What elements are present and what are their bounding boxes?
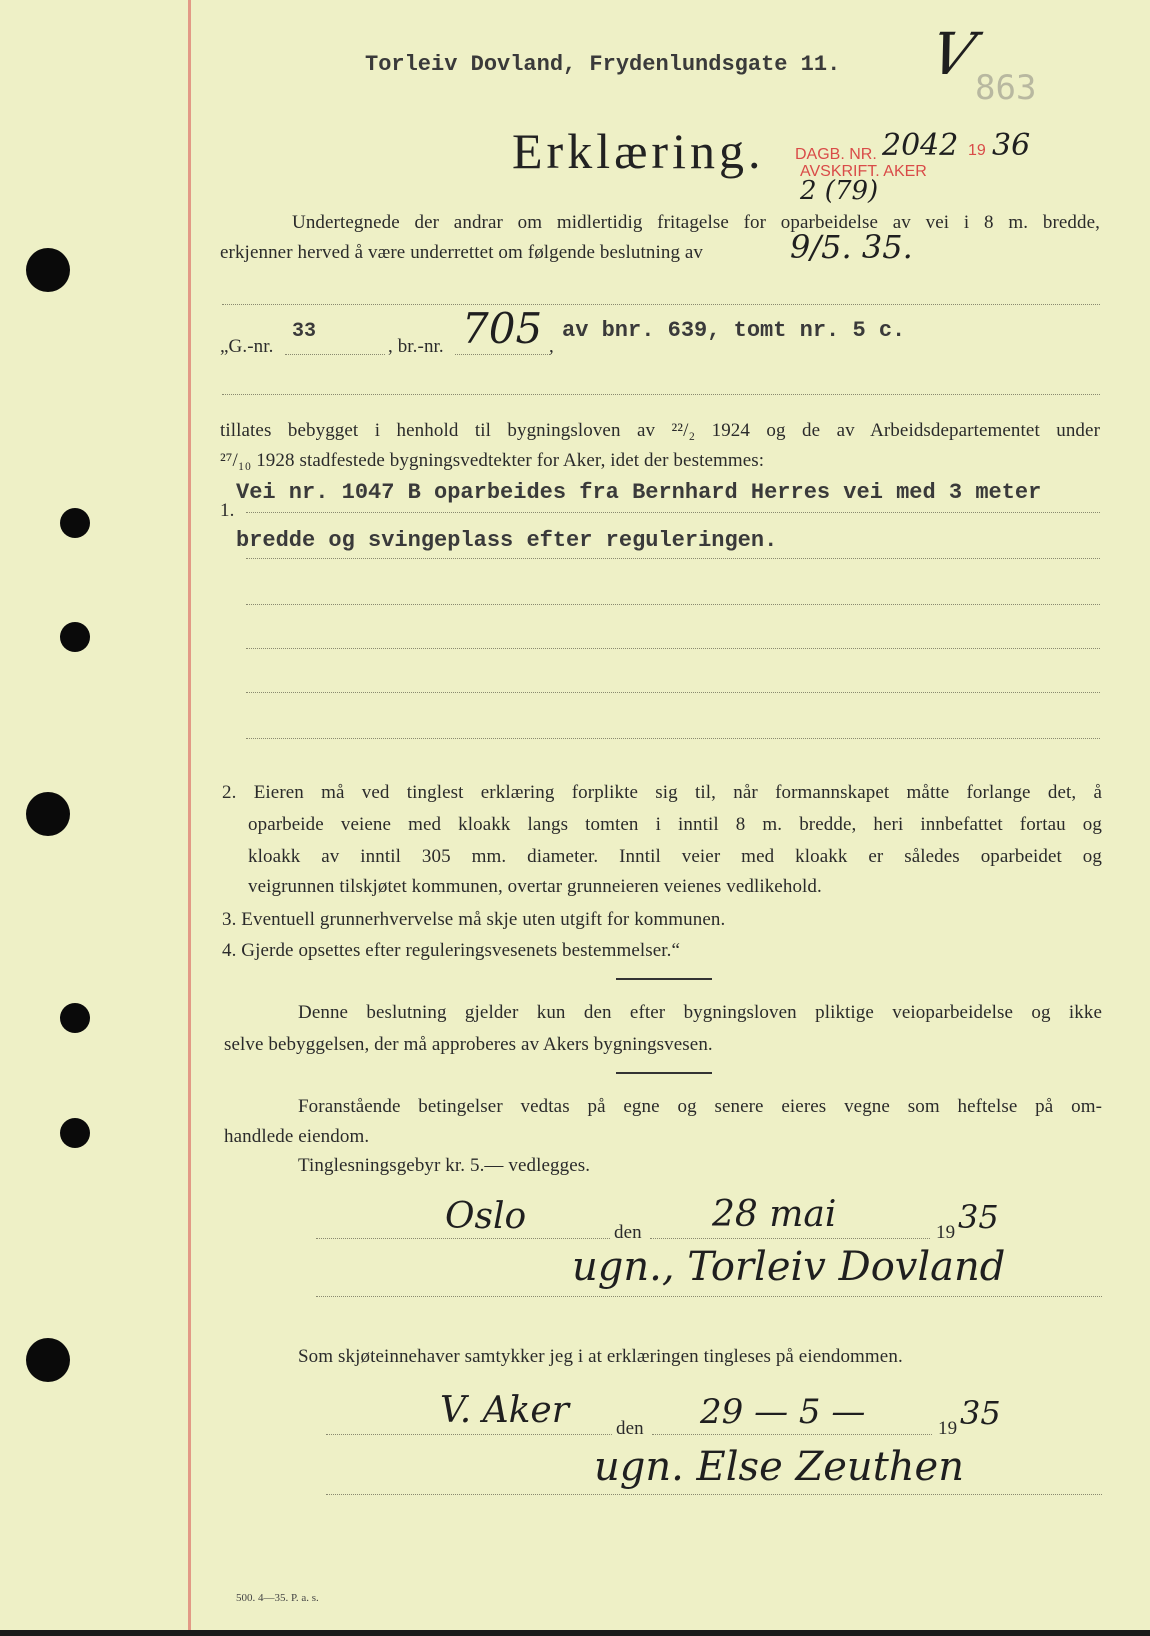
section-divider bbox=[616, 1072, 712, 1074]
check-mark: V bbox=[924, 20, 982, 88]
punch-hole bbox=[60, 1118, 90, 1148]
item-2-line-3: kloakk av inntil 305 mm. diameter. Inntil veier med kloakk er således oparbeidet og bbox=[248, 846, 1102, 867]
item-2-line-1: 2. Eieren må ved tinglest erklæring forplikte sig til, når formannskapet måtte forlange det, å bbox=[222, 782, 1102, 803]
item-1-number: 1. bbox=[220, 500, 235, 521]
signature-1-name-line bbox=[316, 1296, 1102, 1297]
stamp-dagbok-label: DAGB. NR. bbox=[795, 146, 877, 163]
stamp-avskrift-label: AVSKRIFT. AKER bbox=[800, 163, 927, 180]
stamp-year-prefix: 19 bbox=[968, 142, 986, 159]
punch-hole bbox=[26, 1338, 70, 1382]
dotted-line bbox=[246, 648, 1100, 649]
page-number: 863 bbox=[975, 68, 1037, 108]
stamp-year: 36 bbox=[992, 128, 1031, 163]
signature-1-year-prefix: 19 bbox=[936, 1222, 956, 1243]
signature-2-name-line bbox=[326, 1494, 1102, 1495]
signature-2-date-line bbox=[652, 1434, 932, 1435]
page-title: Erklæring. bbox=[512, 123, 765, 179]
property-typed-rest: av bnr. 639, tomt nr. 5 c. bbox=[562, 318, 906, 343]
signature-1-place: Oslo bbox=[445, 1196, 527, 1237]
dotted-line bbox=[246, 692, 1100, 693]
conditions-line-2: handlede eiendom. bbox=[224, 1126, 370, 1147]
permit-line-2: ²⁷/₁₀ 1928 stadfestede bygningsvedtekter for Aker, idet der bestemmes: bbox=[220, 450, 765, 471]
stamp-handwritten-note: 2 (79) bbox=[800, 176, 879, 206]
gnr-value: 33 bbox=[292, 320, 317, 343]
dotted-line bbox=[246, 738, 1100, 739]
margin-line bbox=[188, 0, 191, 1630]
item-1-typed-line-2: bredde og svingeplass efter reguleringen. bbox=[236, 528, 778, 553]
brnr-label: , br.-nr. bbox=[388, 336, 444, 357]
brnr-comma: , bbox=[549, 336, 554, 357]
punch-hole bbox=[60, 508, 90, 538]
dotted-line bbox=[246, 604, 1100, 605]
consent-text: Som skjøteinnehaver samtykker jeg i at erklæringen tingleses på eiendommen. bbox=[298, 1346, 903, 1367]
note-line-2: selve bebyggelsen, der må approberes av Akers bygningsvesen. bbox=[224, 1034, 713, 1055]
punch-hole bbox=[26, 792, 70, 836]
signature-2-name: ugn. Else Zeuthen bbox=[594, 1444, 964, 1490]
dotted-line bbox=[246, 512, 1100, 513]
signature-2-place: V. Aker bbox=[440, 1390, 569, 1431]
gnr-field-line bbox=[285, 354, 385, 355]
section-divider bbox=[616, 978, 712, 980]
print-footer: 500. 4—35. P. a. s. bbox=[236, 1592, 319, 1604]
punch-hole bbox=[26, 248, 70, 292]
gnr-label: „G.-nr. bbox=[220, 336, 274, 357]
signature-2-den: den bbox=[616, 1418, 644, 1439]
signature-1-name: ugn., Torleiv Dovland bbox=[572, 1244, 1006, 1290]
stamp-dagbok-number: 2042 bbox=[882, 128, 959, 163]
signature-1-date-line bbox=[650, 1238, 930, 1239]
punch-hole bbox=[60, 1003, 90, 1033]
conditions-line-3: Tinglesningsgebyr kr. 5.— vedlegges. bbox=[298, 1155, 591, 1176]
item-4: 4. Gjerde opsettes efter reguleringsvesenets bestemmelser.“ bbox=[222, 940, 681, 961]
note-line-1: Denne beslutning gjelder kun den efter bygningsloven pliktige veioparbeidelse og ikke bbox=[298, 1002, 1102, 1023]
punch-hole bbox=[60, 622, 90, 652]
item-2-line-4: veigrunnen tilskjøtet kommunen, overtar grunneieren veienes vedlikehold. bbox=[248, 876, 822, 897]
signature-2-place-line bbox=[326, 1434, 612, 1435]
item-1-typed-line-1: Vei nr. 1047 B oparbeides fra Bernhard Herres vei med 3 meter bbox=[236, 480, 1042, 505]
decision-date: 9/5. 35. bbox=[790, 228, 913, 266]
dotted-line bbox=[246, 558, 1100, 559]
conditions-line-1: Foranstående betingelser vedtas på egne og senere eieres vegne som heftelse på om- bbox=[298, 1096, 1102, 1117]
item-3: 3. Eventuell grunnerhvervelse må skje uten utgift for kommunen. bbox=[222, 909, 726, 930]
dotted-line bbox=[222, 394, 1100, 395]
signature-2-year: 35 bbox=[960, 1394, 1001, 1432]
signature-1-year: 35 bbox=[958, 1198, 999, 1236]
item-2-line-2: oparbeide veiene med kloakk langs tomten i inntil 8 m. bredde, heri innbefattet fortau og bbox=[248, 814, 1102, 835]
signature-1-den: den bbox=[614, 1222, 642, 1243]
typed-header-name: Torleiv Dovland, Frydenlundsgate 11. bbox=[365, 52, 841, 77]
brnr-field-line bbox=[455, 354, 550, 355]
signature-2-date: 29 — 5 — bbox=[700, 1392, 866, 1432]
permit-line-1: tillates bebygget i henhold til bygningsloven av ²²/₂ 1924 og de av Arbeidsdepartementet under bbox=[220, 420, 1100, 441]
dotted-line bbox=[222, 304, 1100, 305]
intro-line-1: Undertegnede der andrar om midlertidig fritagelse for oparbeidelse av vei i 8 m. bredde, bbox=[292, 212, 1100, 233]
signature-2-year-prefix: 19 bbox=[938, 1418, 958, 1439]
intro-line-2: erkjenner herved å være underrettet om følgende beslutning av bbox=[220, 242, 704, 263]
signature-1-date: 28 mai bbox=[712, 1194, 837, 1235]
brnr-value: 705 bbox=[462, 304, 543, 353]
signature-1-place-line bbox=[316, 1238, 610, 1239]
